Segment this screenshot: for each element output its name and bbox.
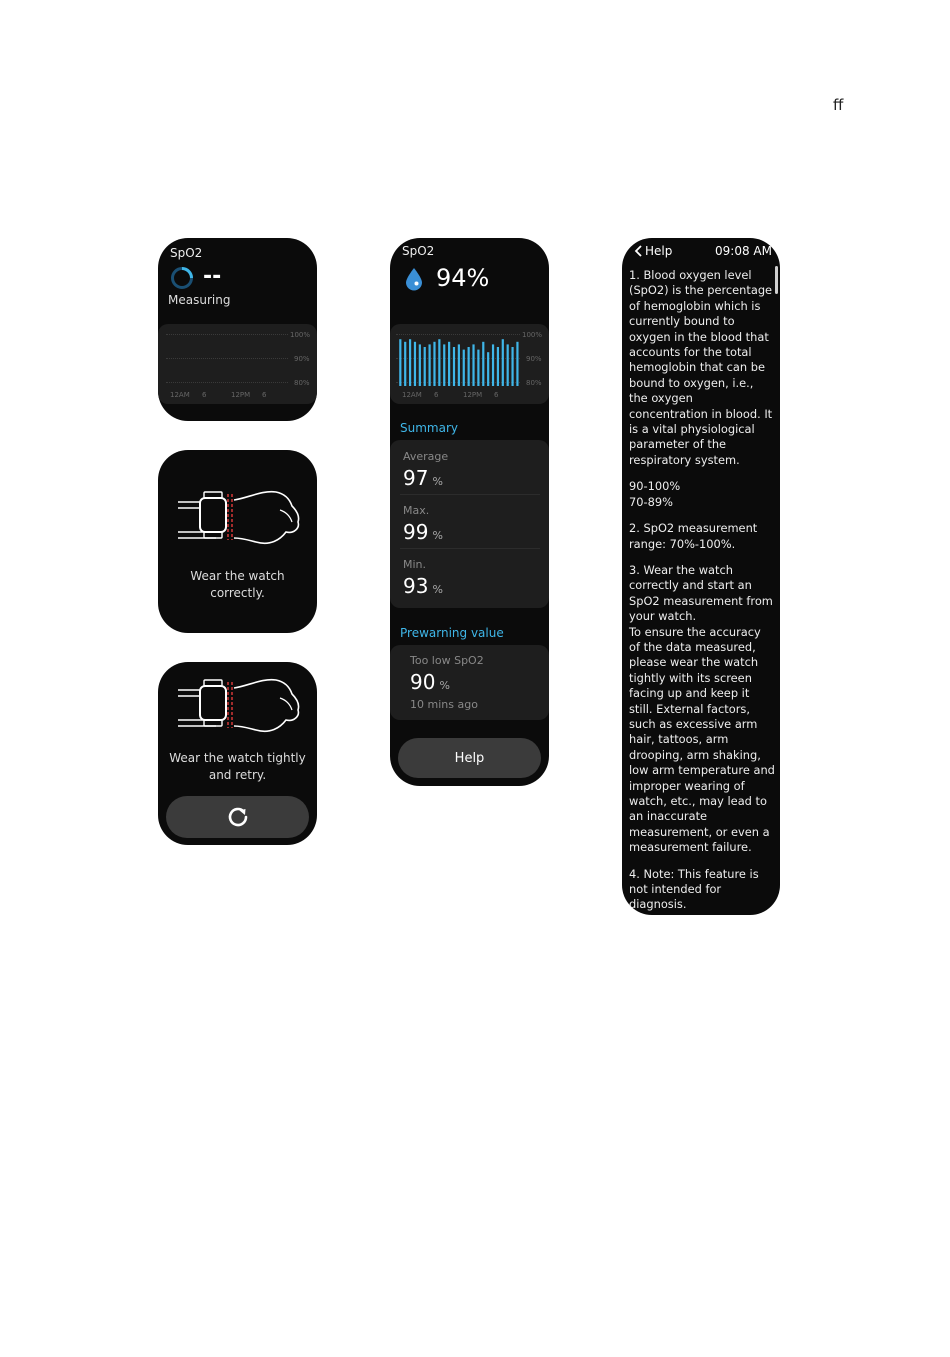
spo2-bar: [414, 342, 416, 386]
y-tick: 80%: [526, 379, 542, 387]
y-tick: 80%: [294, 379, 310, 387]
x-tick: 6: [262, 391, 267, 399]
help-paragraph: 2. SpO2 measurement range: 70%-100%.: [629, 521, 758, 551]
instruction-line-2: and retry.: [208, 768, 267, 782]
spo2-bar: [472, 344, 474, 386]
spo2-bar: [482, 342, 484, 386]
chevron-left-icon: [634, 245, 643, 257]
spo2-bar: [492, 344, 494, 386]
spo2-bar: [477, 350, 479, 386]
spo2-bar: [409, 339, 411, 386]
measuring-screen: [158, 238, 317, 421]
scrollbar[interactable]: [775, 266, 778, 294]
y-tick: 100%: [522, 331, 543, 339]
retry-button[interactable]: [166, 796, 309, 838]
prewarning-value: 90 %: [410, 670, 450, 694]
measuring-value: --: [203, 264, 222, 289]
help-screen: [622, 238, 780, 915]
instruction-line-1: Wear the watch: [190, 569, 285, 583]
history-chart: [158, 324, 317, 404]
spo2-bar: [419, 344, 421, 386]
x-tick: 6: [434, 391, 439, 399]
screen-title: SpO2: [170, 246, 203, 260]
water-drop-icon: [404, 267, 424, 291]
spo2-bar: [438, 339, 440, 386]
summary-title: Summary: [400, 421, 458, 435]
max-label: Max.: [403, 504, 430, 517]
spo2-bar: [404, 342, 406, 386]
help-content: [629, 268, 775, 915]
average-label: Average: [403, 450, 449, 463]
x-tick: 12AM: [170, 391, 190, 399]
refresh-icon: [225, 804, 251, 830]
help-paragraph: 90-100% 70-89%: [629, 479, 681, 509]
help-paragraph: 4. Note: This feature is not intended for diagnosis.: [629, 866, 759, 912]
prewarning-card: [390, 645, 549, 720]
help-button[interactable]: Help: [398, 738, 541, 778]
instruction-line-2: correctly.: [210, 586, 265, 600]
clock: 09:08 AM: [715, 244, 772, 258]
spo2-bar: [502, 339, 504, 386]
spo2-bar: [487, 352, 489, 386]
spo2-bar: [448, 342, 450, 386]
help-paragraph: 3. Wear the watch correctly and start an SpO2 measurement from your watch. To ensure the accuracy of the data measured, please wear the watch tightly with its screen facing up and keep it still. External factors, such as excessive arm hair, tattoos, arm drooping, arm shaking, low arm temperature and improper wearing of watch, etc., may lead to an inaccurate measurement, or even a measurement failure.: [629, 562, 775, 855]
spo2-bar: [453, 347, 455, 386]
spo2-bar-chart: [390, 324, 549, 404]
x-tick: 12PM: [463, 391, 483, 399]
max-value: 99 %: [403, 520, 443, 544]
y-tick: 90%: [526, 355, 542, 363]
spo2-bar: [424, 347, 426, 386]
spo2-bar: [458, 344, 460, 386]
wear-correctly-screen: [158, 450, 317, 633]
prewarning-label: Too low SpO2: [410, 654, 484, 667]
prewarning-time: 10 mins ago: [410, 698, 478, 711]
y-tick: 100%: [290, 331, 311, 339]
spo2-bar: [399, 339, 401, 386]
wrist-watch-illustration: [176, 488, 304, 550]
min-label: Min.: [403, 558, 427, 571]
spo2-value: 94%: [436, 264, 490, 292]
spo2-bar: [429, 344, 431, 386]
x-tick: 6: [494, 391, 499, 399]
spo2-bar: [433, 342, 435, 386]
x-tick: 6: [202, 391, 207, 399]
help-paragraph: 1. Blood oxygen level (SpO2) is the percentage of hemoglobin which is currently bound to oxygen in the blood that accounts for the total hemoglobin that can be bound to oxygen, i.e., the oxygen concentration in blood. It is a vital physiological parameter of the respiratory system.: [629, 268, 773, 467]
summary-card: [390, 440, 549, 608]
measuring-status: Measuring: [168, 293, 231, 307]
y-tick: 90%: [294, 355, 310, 363]
spo2-bar: [507, 344, 509, 386]
screen-title: SpO2: [402, 244, 435, 258]
spo2-bar: [511, 347, 513, 386]
spo2-bar: [497, 347, 499, 386]
x-tick: 12AM: [402, 391, 422, 399]
page-marker: ff: [833, 96, 844, 114]
retry-screen: [158, 662, 317, 845]
average-value: 97 %: [403, 466, 443, 490]
min-value: 93 %: [403, 574, 443, 598]
spo2-bar: [463, 350, 465, 386]
spo2-result-screen: [390, 238, 549, 786]
spo2-bar: [443, 344, 445, 386]
prewarning-title: Prewarning value: [400, 626, 504, 640]
wrist-watch-illustration: [176, 676, 304, 738]
instruction-line-1: Wear the watch tightly: [169, 751, 306, 765]
spo2-bar: [516, 342, 518, 386]
x-tick: 12PM: [231, 391, 251, 399]
back-label: Help: [645, 244, 673, 258]
back-button[interactable]: [634, 244, 672, 258]
spinner-icon: [170, 266, 194, 290]
spo2-bar: [468, 347, 470, 386]
